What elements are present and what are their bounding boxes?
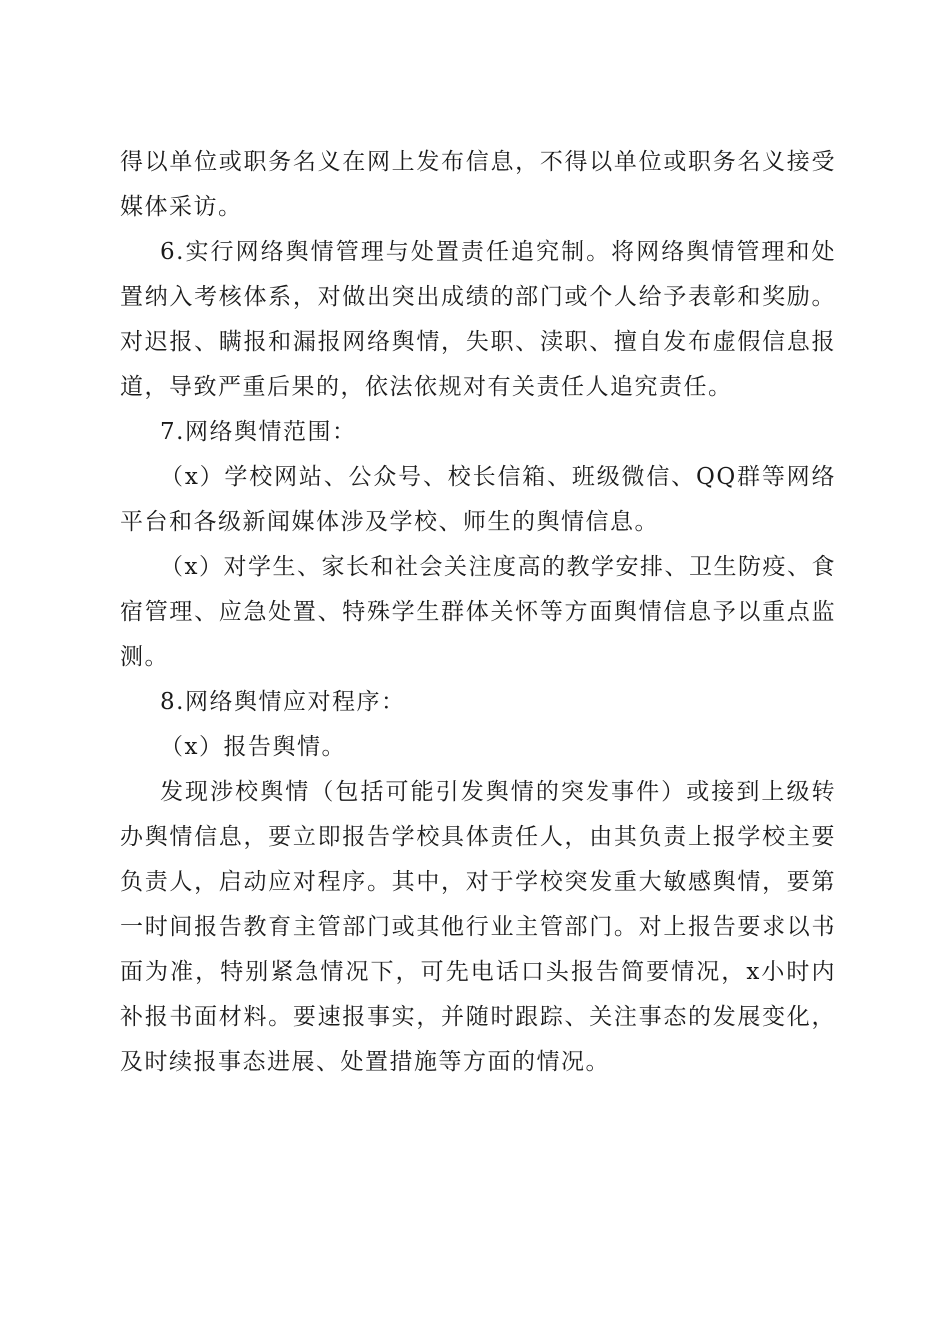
paragraph-item-7-sub-2: （x）对学生、家长和社会关注度高的教学安排、卫生防疫、食宿管理、应急处置、特殊学生群体关怀等方面舆情信息予以重点监测。 [120, 554, 836, 670]
paragraph-item-7-heading: 7.网络舆情范围： [160, 419, 357, 445]
paragraph-item-7-sub-1: （x）学校网站、公众号、校长信箱、班级微信、QQ群等网络平台和各级新闻媒体涉及学校、师生的舆情信息。 [120, 464, 836, 535]
paragraph-report-procedure: 发现涉校舆情（包括可能引发舆情的突发事件）或接到上级转办舆情信息，要立即报告学校具体责任人，由其负责上报学校主要负责人，启动应对程序。其中，对于学校突发重大敏感舆情，要第一时间报告教育主管部门或其他行业主管部门。对上报告要求以书面为准，特别紧急情况下，可先电话口头报告简要情况，x小时内补报书面材料。要速报事实，并随时跟踪、关注事态的发展变化，及时续报事态进展、处置措施等方面的情况。 [120, 779, 836, 1075]
paragraph-continuation: 得以单位或职务名义在网上发布信息，不得以单位或职务名义接受媒体采访。 [120, 149, 836, 220]
paragraph-item-8-heading: 8.网络舆情应对程序： [160, 689, 406, 715]
paragraph-item-8-sub-1: （x）报告舆情。 [160, 734, 346, 760]
paragraph-item-6: 6.实行网络舆情管理与处置责任追究制。将网络舆情管理和处置纳入考核体系，对做出突出成绩的部门或个人给予表彰和奖励。对迟报、瞒报和漏报网络舆情，失职、渎职、擅自发布虚假信息报道，导致严重后果的，依法依规对有关责任人追究责任。 [120, 239, 836, 400]
document-body [120, 140, 836, 1085]
